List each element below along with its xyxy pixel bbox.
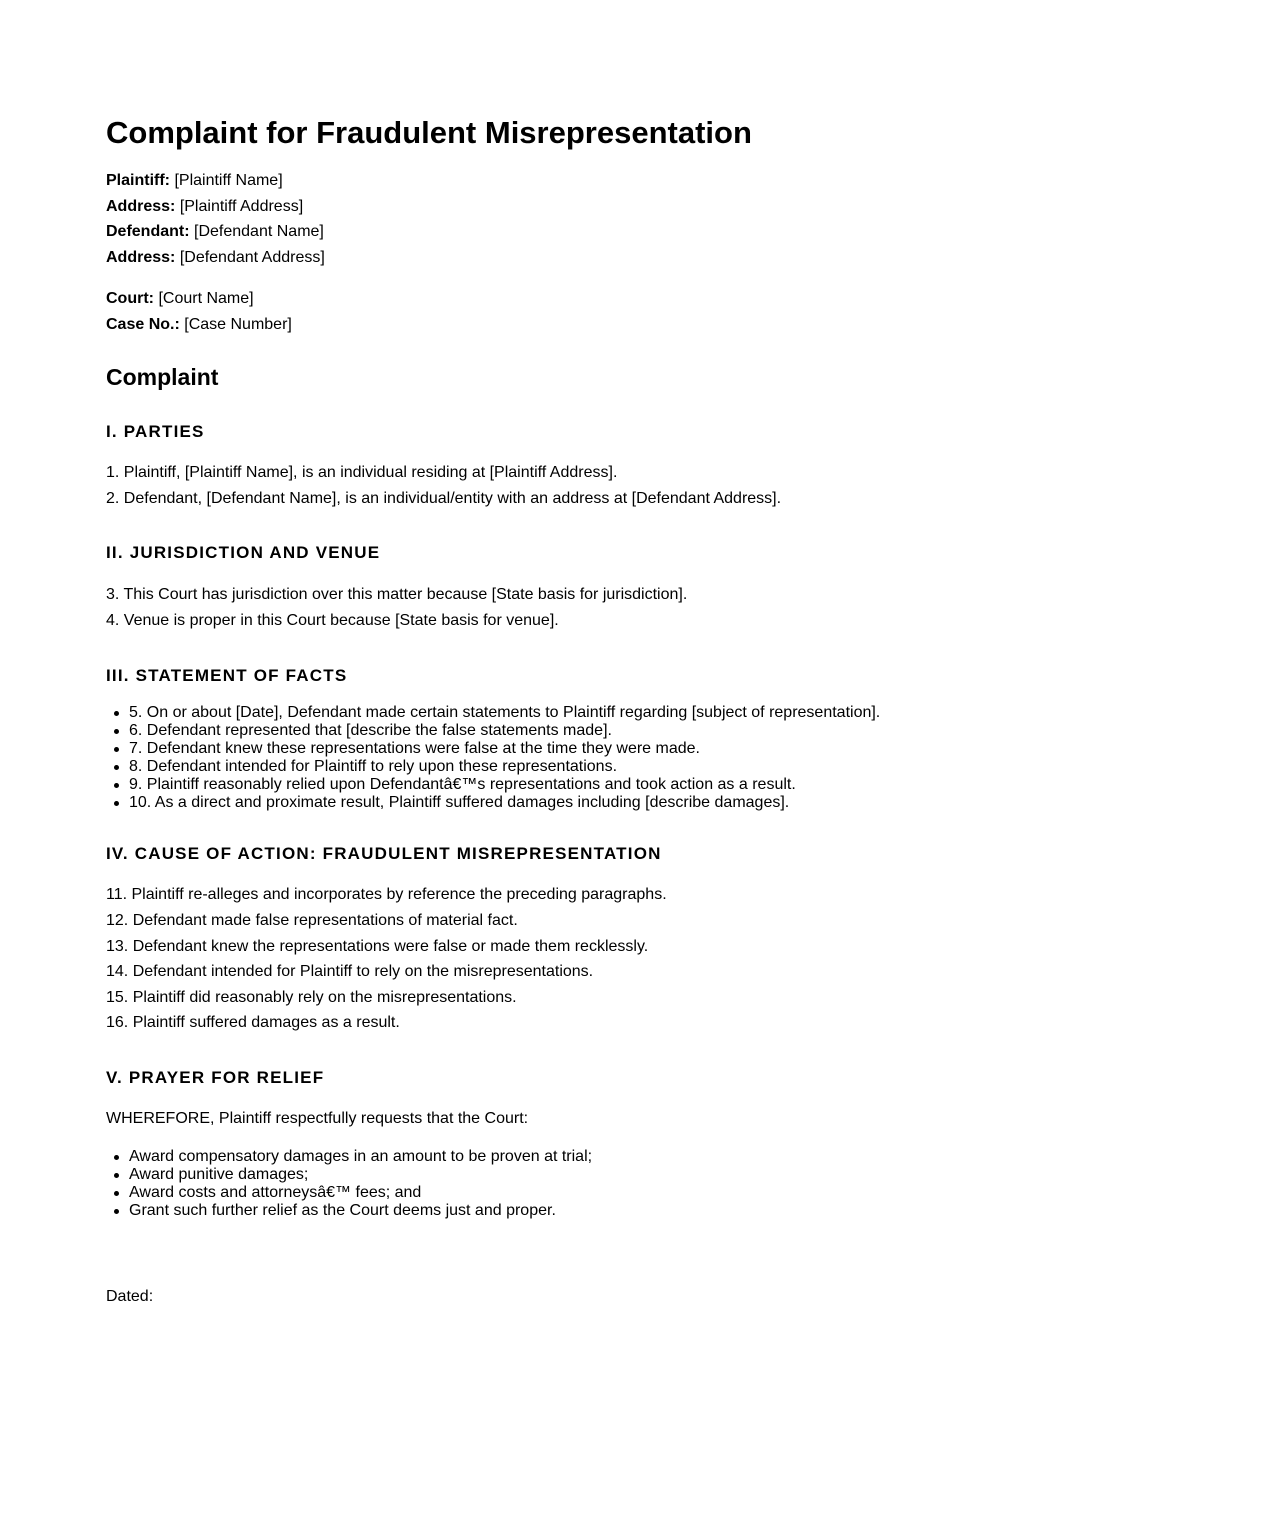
paragraph: 3. This Court has jurisdiction over this matter because [State basis for jurisdiction]. (106, 586, 688, 603)
list-item: Award costs and attorneysâ€™ fees; and (129, 1184, 422, 1201)
list-item: Grant such further relief as the Court deems just and proper. (129, 1202, 556, 1219)
field-label: Defendant: (106, 223, 190, 240)
section-heading-cause-of-action: IV. CAUSE OF ACTION: FRAUDULENT MISREPRESENTATION (106, 844, 662, 863)
section-heading-parties: I. PARTIES (106, 422, 205, 441)
field-value: [Case Number] (184, 316, 292, 333)
court-line (106, 290, 254, 308)
list-item: 8. Defendant intended for Plaintiff to rely upon these representations. (129, 758, 618, 775)
field-label: Plaintiff: (106, 172, 170, 189)
field-value: [Defendant Address] (179, 249, 325, 266)
plaintiff-address-line (106, 198, 303, 216)
list-item: 10. As a direct and proximate result, Plaintiff suffered damages including [describe damages]. (129, 794, 790, 811)
list-item: 7. Defendant knew these representations were false at the time they were made. (129, 740, 700, 757)
paragraph: 12. Defendant made false representations of material fact. (106, 912, 518, 929)
list-item: Award compensatory damages in an amount to be proven at trial; (129, 1148, 593, 1165)
paragraph: 13. Defendant knew the representations were false or made them recklessly. (106, 938, 649, 955)
list-item: 6. Defendant represented that [describe the false statements made]. (129, 722, 612, 739)
paragraph: 16. Plaintiff suffered damages as a result. (106, 1014, 400, 1031)
defendant-address-line (106, 249, 325, 267)
field-value: [Defendant Name] (194, 223, 324, 240)
case-number-line (106, 316, 292, 334)
dated-label: Dated: (106, 1288, 154, 1301)
field-label: Address: (106, 198, 176, 215)
field-value: [Plaintiff Address] (179, 198, 304, 215)
document-title: Complaint for Fraudulent Misrepresentation (106, 115, 752, 150)
field-label: Address: (106, 249, 176, 266)
paragraph: 1. Plaintiff, [Plaintiff Name], is an individual residing at [Plaintiff Address]. (106, 464, 618, 481)
field-label: Court: (106, 290, 154, 307)
prayer-intro: WHEREFORE, Plaintiff respectfully requests that the Court: (106, 1110, 529, 1127)
list-item: 5. On or about [Date], Defendant made certain statements to Plaintiff regarding [subject of representation]. (129, 704, 881, 721)
paragraph: 14. Defendant intended for Plaintiff to rely on the misrepresentations. (106, 963, 594, 980)
defendant-line (106, 223, 324, 241)
complaint-heading: Complaint (106, 364, 219, 390)
field-value: [Court Name] (158, 290, 254, 307)
list-item: 9. Plaintiff reasonably relied upon Defendantâ€™s representations and took action as a result. (129, 776, 796, 793)
paragraph: 15. Plaintiff did reasonably rely on the misrepresentations. (106, 989, 517, 1006)
section-heading-jurisdiction: II. JURISDICTION AND VENUE (106, 543, 381, 562)
section-heading-prayer: V. PRAYER FOR RELIEF (106, 1068, 325, 1087)
field-value: [Plaintiff Name] (174, 172, 283, 189)
field-label: Case No.: (106, 316, 180, 333)
paragraph: 11. Plaintiff re-alleges and incorporates by reference the preceding paragraphs. (106, 886, 667, 903)
section-heading-facts: III. STATEMENT OF FACTS (106, 666, 348, 685)
list-item: Award punitive damages; (129, 1166, 309, 1183)
paragraph: 2. Defendant, [Defendant Name], is an individual/entity with an address at [Defendant Address]. (106, 490, 782, 507)
paragraph: 4. Venue is proper in this Court because [State basis for venue]. (106, 612, 559, 629)
plaintiff-line (106, 172, 283, 190)
